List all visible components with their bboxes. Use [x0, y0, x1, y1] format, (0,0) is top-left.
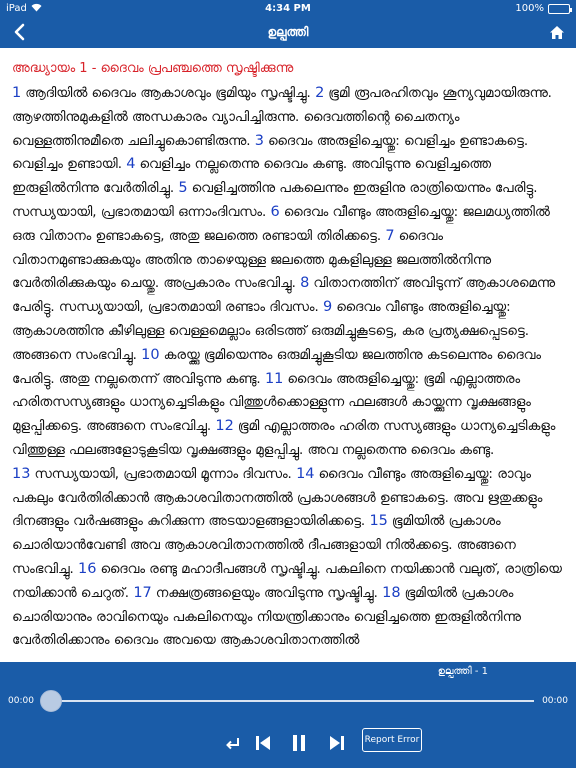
- carrier-label: iPad: [6, 3, 27, 14]
- verse-text-segment: വിതാനത്തിന് അവിടുന്ന് ആകാശമെന്നു പേരിട്ടു. സന്ധ്യയായി, പ്രഭാതമായി രണ്ടാം ദിവസം.: [12, 276, 556, 316]
- verse-number: 4: [126, 156, 136, 173]
- verse-text: [12, 82, 564, 653]
- verse-text-segment: ഭൂമി രൂപരഹിതവും ശൂന്യവുമായിരുന്നു. ആഴത്തിനുമുകളിൽ അന്ധകാരം വ്യാപിച്ചിരുന്നു. ദൈവത്തിന്റെ ചൈതന്യം വെള്ളത്തിനുമീതെ ചലിച്ചുകൊണ്ടിരുന്നു.: [12, 86, 552, 149]
- return-icon: [225, 736, 241, 750]
- time-elapsed: 00:00: [8, 696, 34, 706]
- status-time: 4:34 PM: [265, 3, 311, 14]
- verse-text-segment: ഭൂമിയിൽ പ്രകാശം ചൊരിയാൻവേണ്ടി അവ ആകാശവിതാനത്തിൽ ദീപങ്ങളായി നിൽക്കട്ടെ. അങ്ങനെ സംഭവിച്ചു.: [12, 514, 516, 577]
- time-total: 00:00: [542, 696, 568, 706]
- home-button[interactable]: [546, 21, 568, 43]
- verse-number: 7: [385, 227, 395, 244]
- status-bar: [0, 0, 576, 17]
- verse-text-segment: ഭൂമിയിൽ പ്രകാശം ചൊരിയാനും രാവിനെയും പകലിനെയും നിയന്ത്രിക്കാനും വെളിച്ചത്തെ ഇരുളിൽനിന്നു വേർതിരിക്കാനും ദൈവം അവയെ ആകാശവിതാനത്തിൽ: [12, 585, 521, 649]
- status-left: [6, 3, 42, 15]
- verse-number: 5: [178, 180, 188, 197]
- verse-text-segment: ദൈവം വിതാനമുണ്ടാക്കുകയും അതിനു താഴെയുള്ള ജലത്തെ മുകളിലുള്ള ജലത്തിൽനിന്നു വേർതിരിക്കുകയും ചെയ്തു. അപ്രകാരം സംഭവിച്ചു.: [12, 228, 491, 292]
- verse-number: 17: [133, 584, 152, 601]
- seek-bar[interactable]: [42, 700, 534, 702]
- verse-text-segment: ദൈവം രണ്ടു മഹാദീപങ്ങൾ സൃഷ്ടിച്ചു. പകലിനെ നയിക്കാൻ വലുത്, രാത്രിയെ നയിക്കാൻ ചെറുത്.: [12, 561, 562, 601]
- report-error-button[interactable]: Report Error: [362, 728, 422, 752]
- verse-number: 12: [215, 418, 234, 435]
- seek-thumb[interactable]: [40, 690, 62, 712]
- previous-button[interactable]: [250, 730, 276, 756]
- navigation-bar: [0, 17, 576, 48]
- chapter-heading: അദ്ധ്യായം 1 - ദൈവം പ്രപഞ്ചത്തെ സൃഷ്ടിക്കുന്നു: [12, 61, 294, 76]
- battery-icon: [548, 4, 570, 14]
- verse-number: 2: [315, 85, 325, 101]
- skip-previous-icon: [254, 734, 272, 752]
- verse-text-segment: ഭൂമി എല്ലാത്തരം ഹരിത സസ്യങ്ങളും ധാന്യച്ചെടികളും വിത്തുള്ള ഫലങ്ങളോടുകൂടിയ വൃക്ഷങ്ങളും മുളപ്പിച്ചു. അവ നല്ലതെന്നു ദൈവം കണ്ടു.: [12, 419, 556, 458]
- verse-text-segment: സന്ധ്യയായി, പ്രഭാതമായി മൂന്നാം ദിവസം.: [34, 466, 297, 482]
- verse-text-segment: ആദിയിൽ ദൈവം ആകാശവും ഭൂമിയും സൃഷ്ടിച്ചു.: [25, 86, 316, 101]
- verse-text-segment: വെളിച്ചത്തിനു പകലെന്നും ഇരുളിനു രാത്രിയെന്നും പേരിട്ടു. സന്ധ്യയായി, പ്രഭാതമായി ഒന്നാംദിവസം.: [12, 181, 538, 220]
- chapter-content[interactable]: [0, 48, 576, 662]
- verse-number: 14: [296, 465, 315, 482]
- verse-number: 8: [300, 275, 310, 292]
- verse-number: 9: [322, 299, 333, 316]
- repeat-button[interactable]: [220, 730, 246, 756]
- audio-player: [0, 662, 576, 768]
- verse-number: 11: [264, 370, 284, 387]
- verse-text-segment: കരയ്ക്കു ഭൂമിയെന്നും ഒരുമിച്ചുകൂടിയ ജലത്തിനു കടലെന്നും ദൈവം പേരിട്ടു. അതു നല്ലതെന്ന് അവിടുന്നു കണ്ടു.: [12, 347, 541, 387]
- verse-number: 18: [382, 584, 401, 601]
- wifi-icon: [31, 3, 42, 15]
- verse-text-segment: വെളിച്ചം നല്ലതെന്നു ദൈവം കണ്ടു. അവിടുന്നു വെളിച്ചത്തെ ഇരുളിൽനിന്നു വേർതിരിച്ചു.: [12, 157, 491, 197]
- verse-text-segment: നക്ഷത്രങ്ങളെയും അവിടുന്നു സൃഷ്ടിച്ചു.: [155, 585, 383, 601]
- verse-number: 15: [369, 513, 388, 530]
- home-icon: [549, 25, 565, 40]
- verse-number: 13: [12, 465, 31, 482]
- verse-number: 1: [12, 85, 22, 101]
- chevron-left-icon: [13, 23, 25, 41]
- skip-next-icon: [328, 734, 346, 752]
- back-button[interactable]: [8, 21, 30, 43]
- verse-number: 10: [141, 346, 160, 363]
- next-button[interactable]: [324, 730, 350, 756]
- verse-number: 3: [254, 132, 264, 149]
- verse-number: 16: [78, 560, 97, 577]
- verse-text-segment: ദൈവം അരുളിച്ചെയ്തു: വെളിച്ചം ഉണ്ടാകട്ടെ. വെളിച്ചം ഉണ്ടായി.: [12, 133, 529, 173]
- page-title: ഉല്പത്തി: [267, 25, 309, 39]
- verse-text-segment: ദൈവം വീണ്ടും അരുളിച്ചെയ്തു: ജലമധ്യത്തിൽ ഒരു വിതാനം ഉണ്ടാകട്ടെ, അതു ജലത്തെ രണ്ടായി തിരിക്കട്ടെ.: [12, 204, 550, 244]
- verse-text-segment: ദൈവം വീണ്ടും അരുളിച്ചെയ്തു: രാവും പകലും വേർതിരിക്കാൻ ആകാശവിതാനത്തിൽ പ്രകാശങ്ങൾ ഉണ്ടാകട്ടെ. അവ ഋതുക്കളും ദിനങ്ങളും വർഷങ്ങളും കുറിക്കുന്ന അടയാളങ്ങളായിരിക്കട്ടെ.: [12, 466, 543, 530]
- pause-icon: [291, 734, 307, 752]
- status-right: [515, 3, 570, 14]
- player-controls: [0, 726, 576, 760]
- track-title: ഉല്പത്തി - 1: [437, 666, 488, 677]
- battery-percent: 100%: [515, 3, 544, 14]
- verse-text-segment: ദൈവം അരുളിച്ചെയ്തു: ഭൂമി എല്ലാത്തരം ഹരിതസസ്യങ്ങളും ധാന്യച്ചെടികളും വിത്തുൾക്കൊള്ളുന്ന ഫലങ്ങൾ കായ്ക്കുന്ന വൃക്ഷങ്ങളും മുളപ്പിക്കട്ടെ. അങ്ങനെ സംഭവിച്ചു.: [12, 371, 531, 435]
- verse-text-segment: ദൈവം വീണ്ടും അരുളിച്ചെയ്തു: ആകാശത്തിനു കീഴിലുള്ള വെള്ളമെല്ലാം ഒരിടത്ത് ഒരുമിച്ചുകൂടട്ടെ, കര പ്രത്യക്ഷപ്പെടട്ടെ. അങ്ങനെ സംഭവിച്ചു.: [12, 300, 529, 363]
- pause-button[interactable]: [286, 730, 312, 756]
- verse-number: 6: [270, 203, 280, 220]
